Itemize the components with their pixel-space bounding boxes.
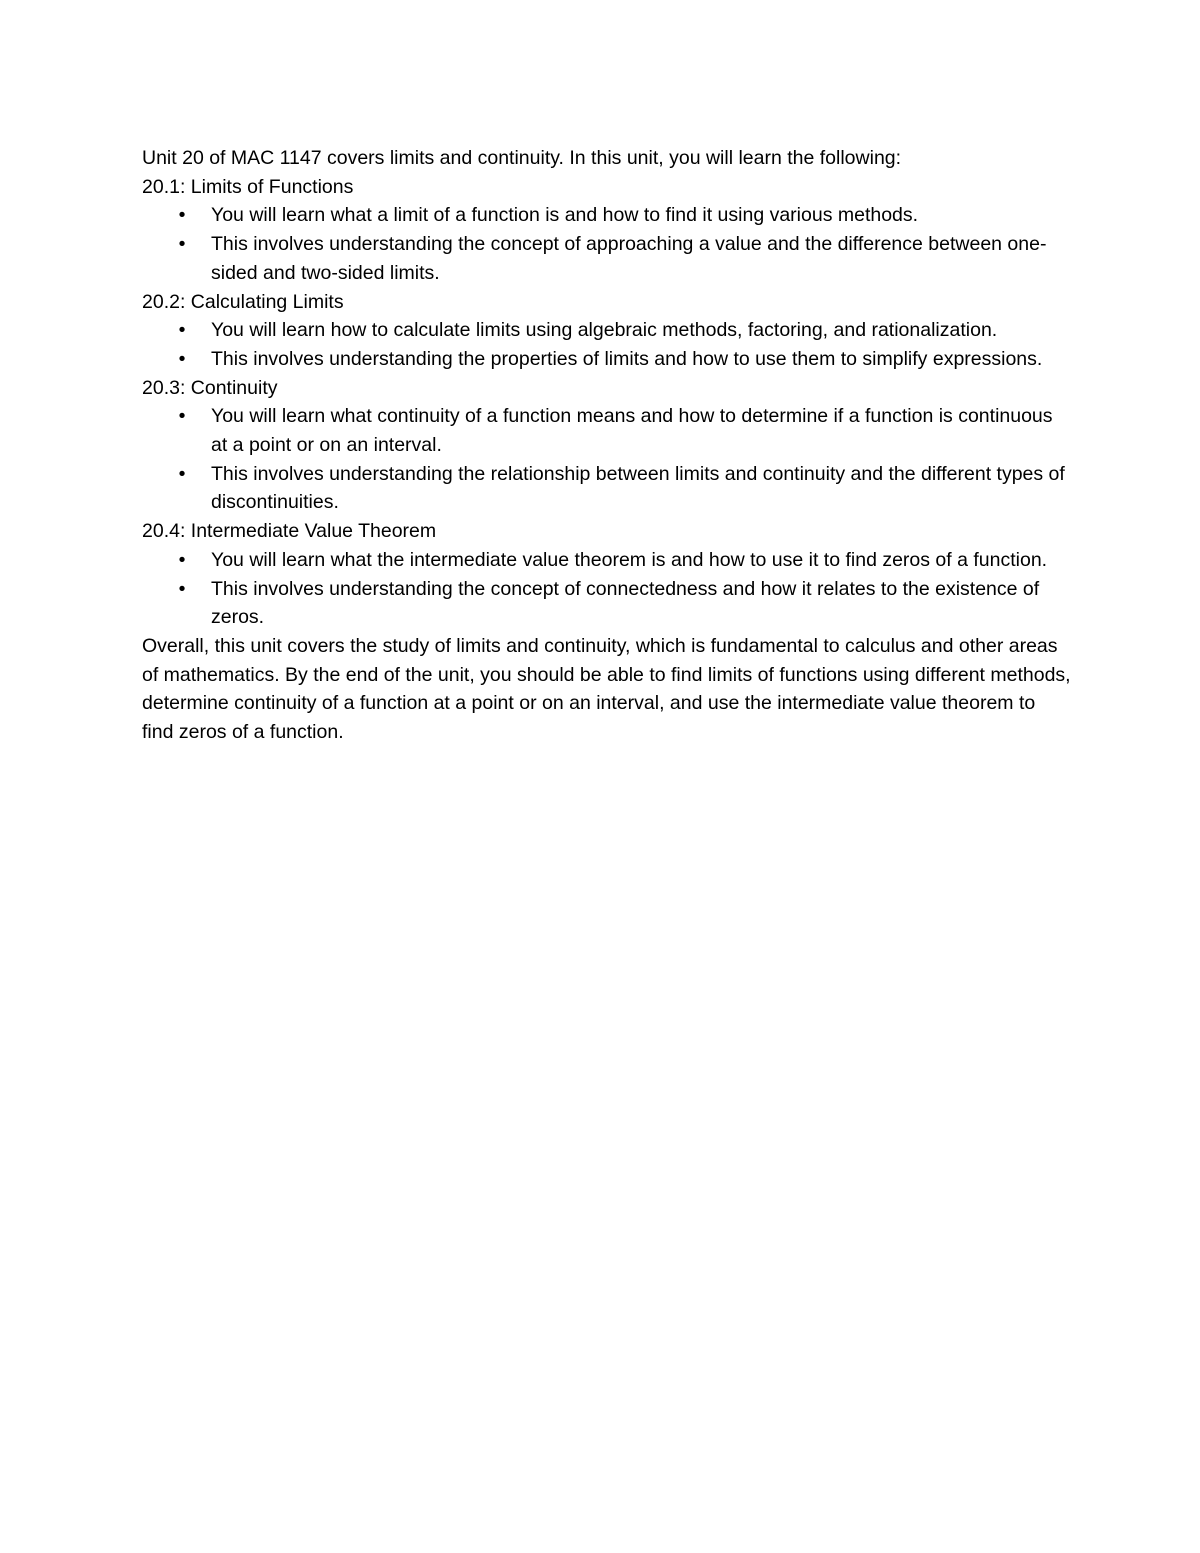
- bullet-text: You will learn what a limit of a function is and how to find it using various methods.: [211, 204, 919, 227]
- bullet-list: [142, 316, 1072, 373]
- bullet-item: [142, 316, 1072, 345]
- section-20-1: [142, 173, 1072, 288]
- bullet-icon: •: [178, 319, 186, 342]
- bullet-text: This involves understanding the relationship between limits and continuity and the different types of discontinuities.: [211, 462, 1065, 514]
- bullet-text: You will learn how to calculate limits using algebraic methods, factoring, and rationalization.: [211, 319, 998, 342]
- bullet-icon: •: [178, 233, 186, 256]
- bullet-icon: •: [178, 577, 186, 600]
- section-heading: 20.4: Intermediate Value Theorem: [142, 520, 437, 543]
- bullet-icon: •: [178, 204, 186, 227]
- document-page: [142, 144, 1072, 747]
- section-heading: 20.3: Continuity: [142, 376, 278, 399]
- bullet-item: [142, 201, 1072, 230]
- bullet-text: This involves understanding the concept of approaching a value and the difference between one-sided and two-sided limits.: [211, 233, 1047, 284]
- section-heading: 20.2: Calculating Limits: [142, 290, 344, 313]
- bullet-list: [142, 402, 1072, 517]
- bullet-text: You will learn what continuity of a function means and how to determine if a function is continuous at a point or on an interval.: [211, 405, 1053, 457]
- bullet-text: This involves understanding the concept of connectedness and how it relates to the existence of zeros.: [211, 577, 1040, 629]
- conclusion-paragraph: Overall, this unit covers the study of limits and continuity, which is fundamental to calculus and other areas of mathematics. By the end of the unit, you should be able to find limits of functions using different methods, determine continuity of a function at a point or on an interval, and use the intermediate value theorem to find zeros of a function.: [142, 634, 1071, 744]
- bullet-text: This involves understanding the properties of limits and how to use them to simplify expressions.: [211, 347, 1043, 370]
- section-heading: 20.1: Limits of Functions: [142, 175, 354, 198]
- bullet-item: [142, 402, 1072, 459]
- bullet-list: [142, 201, 1072, 287]
- section-20-3: [142, 374, 1072, 518]
- intro-paragraph: Unit 20 of MAC 1147 covers limits and continuity. In this unit, you will learn the following:: [142, 147, 902, 169]
- bullet-icon: •: [178, 548, 186, 571]
- bullet-item: [142, 460, 1072, 517]
- bullet-icon: •: [178, 347, 186, 370]
- bullet-item: [142, 575, 1072, 632]
- bullet-text: You will learn what the intermediate value theorem is and how to use it to find zeros of a function.: [211, 548, 1048, 571]
- bullet-list: [142, 546, 1072, 632]
- section-20-4: [142, 517, 1072, 632]
- bullet-item: [142, 546, 1072, 575]
- bullet-icon: •: [178, 405, 186, 428]
- bullet-item: [142, 230, 1072, 287]
- bullet-icon: •: [178, 462, 186, 485]
- bullet-item: [142, 345, 1072, 374]
- section-20-2: [142, 288, 1072, 374]
